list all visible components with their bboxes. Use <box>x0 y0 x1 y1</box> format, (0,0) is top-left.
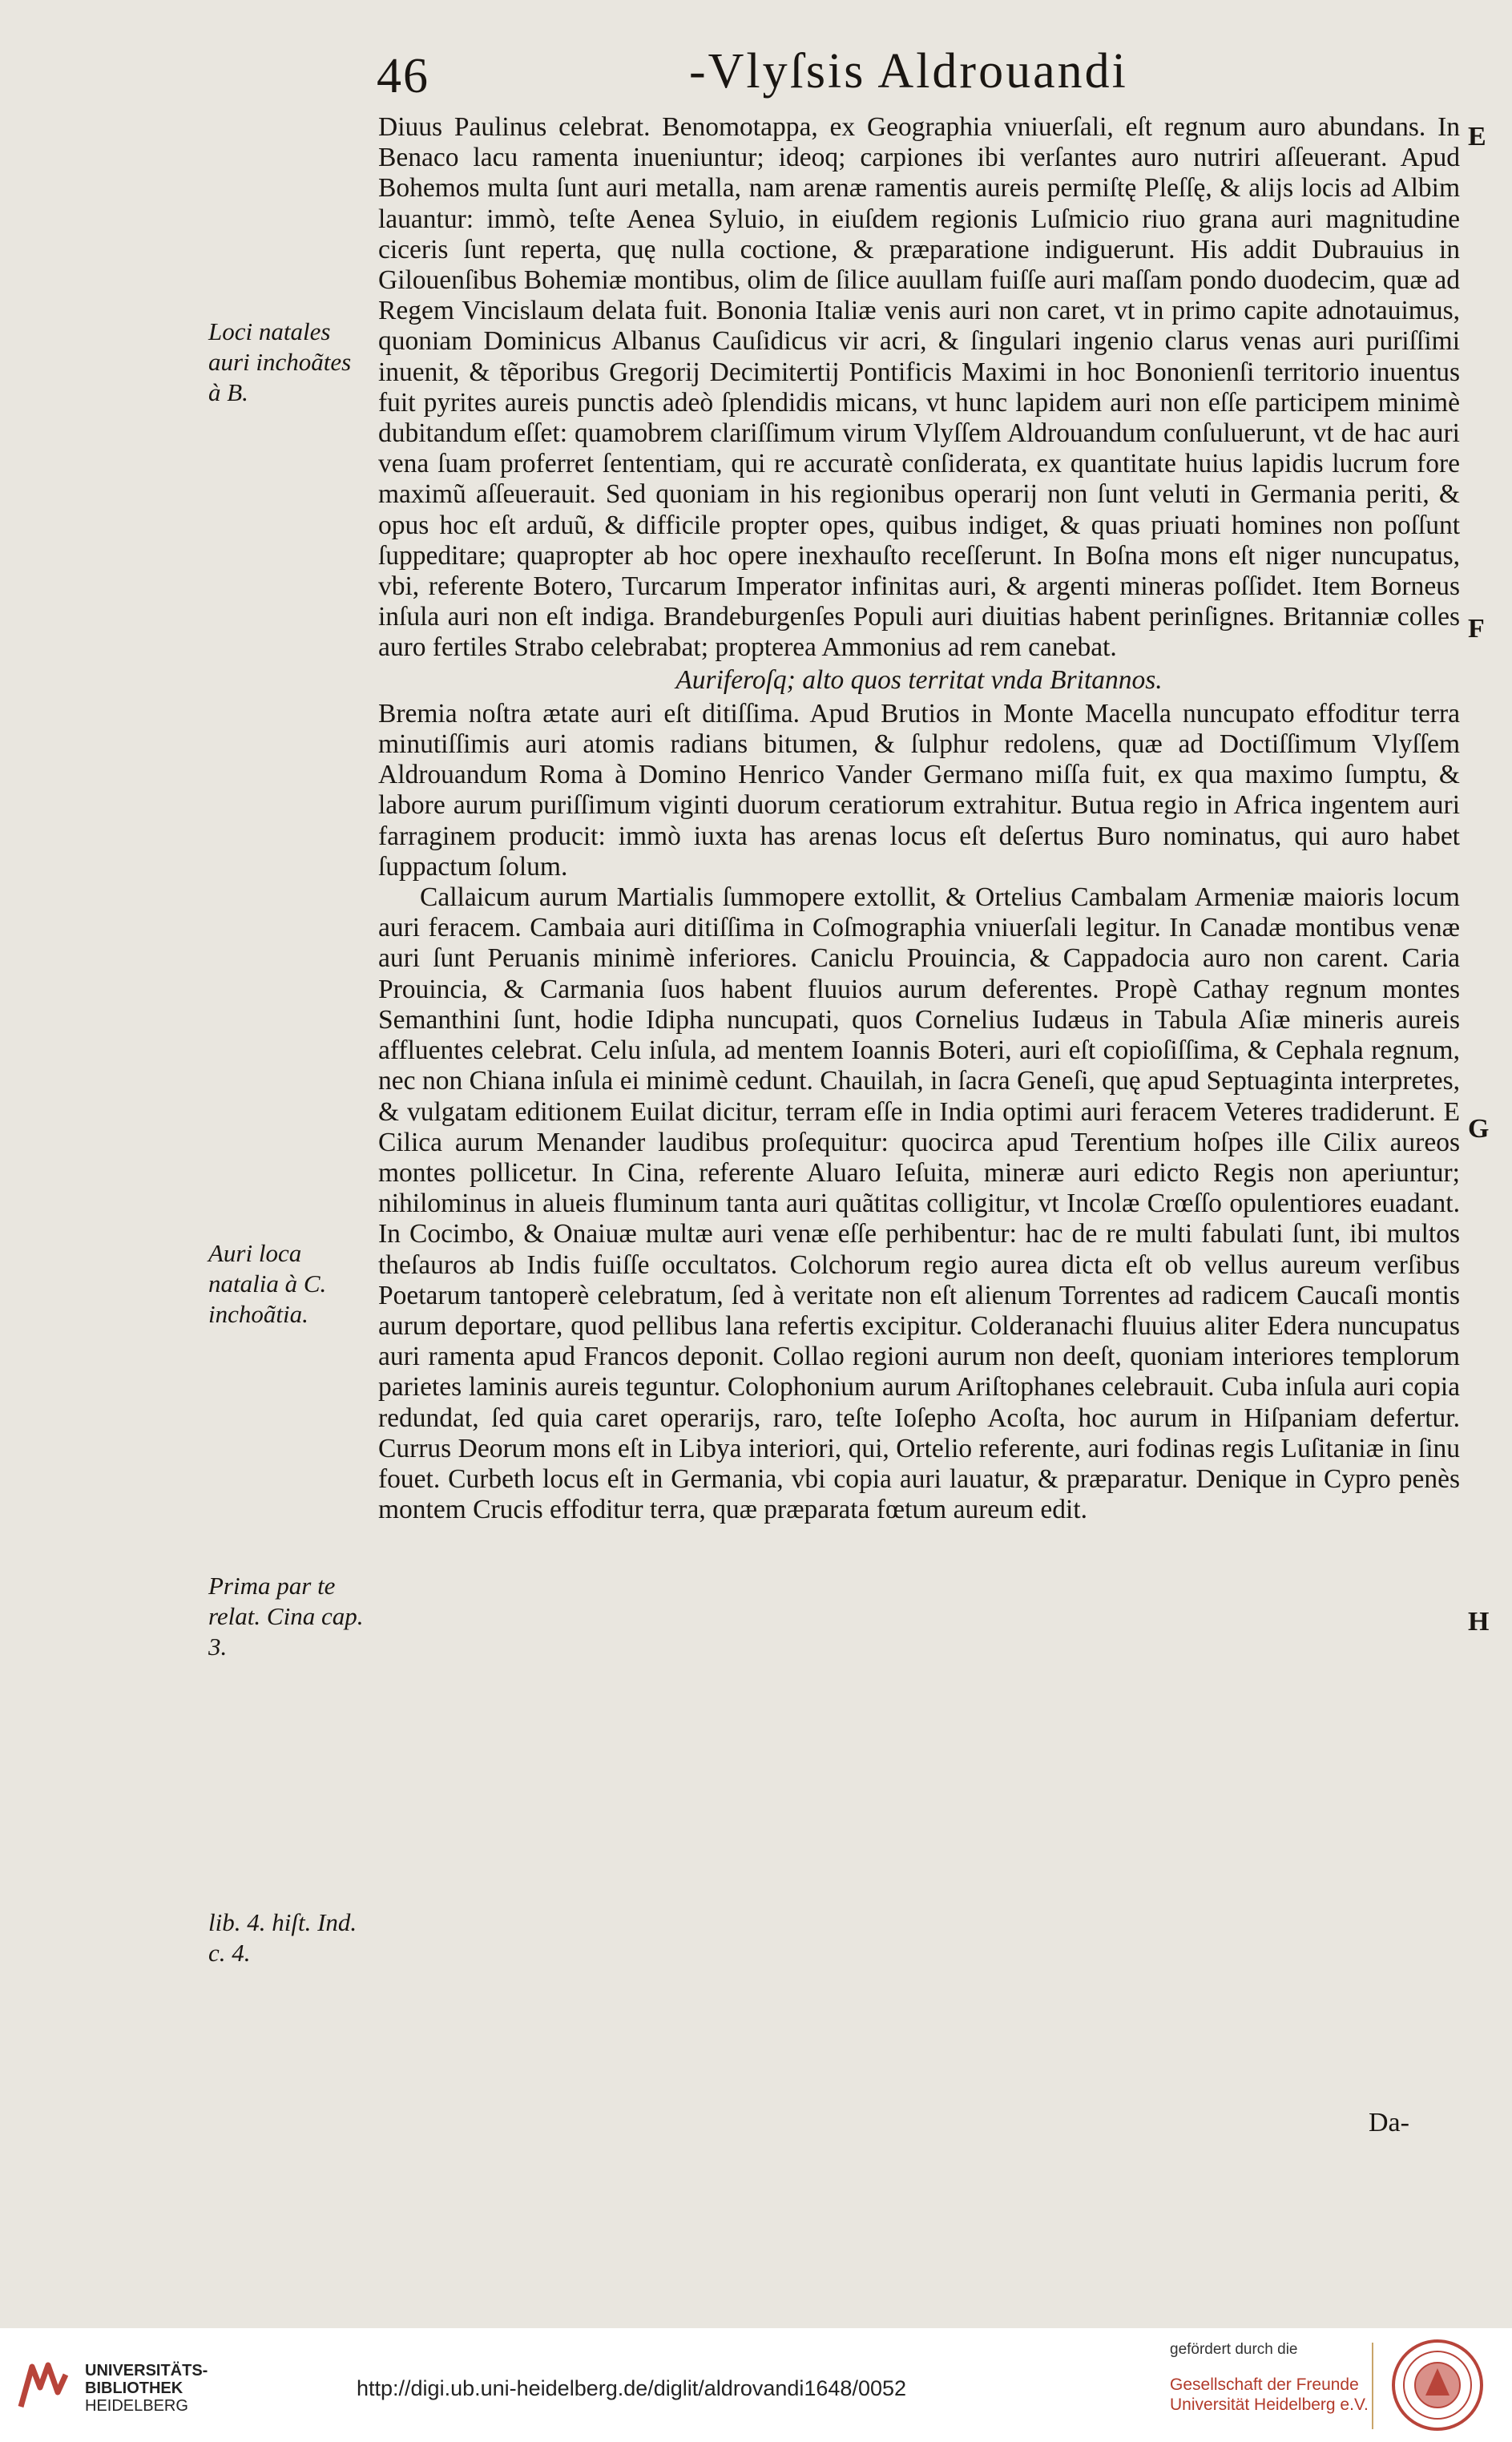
margin-note-2: Auri loca natalia à C. inchoãtia. <box>208 1239 327 1328</box>
running-title: -Vlyſsis Aldrouandi <box>689 44 1128 99</box>
page-header <box>353 32 1512 112</box>
signature-letter-h: H <box>1468 1607 1490 1637</box>
page-number: 46 <box>377 49 429 103</box>
footer-bar <box>0 2328 1512 2442</box>
library-logo-icon <box>16 2359 71 2415</box>
verse-quote: Auriferoſq; alto quos territat vnda Britannos. <box>675 664 1163 695</box>
signature-letter-g: G <box>1468 1114 1490 1144</box>
signature-letter-e: E <box>1468 122 1486 151</box>
paragraph-2: Bremia noſtra ætate auri eſt ditiſſima. Apud Brutios in Monte Macella nuncupato effoditur terra minutiſſimis auri atomis radians bitumen, & ſulphur redolens, quæ ad Doctiſſimum Vlyſſem Aldrouandum Roma à Domino Henrico Vander Germano miſſa fuit, ex qua maximo ſumptu, & labore aurum puriſſimum viginti duorum ceratiorum extrahitur. Butua regio in Africa ingentem auri farraginem producit: immò iuxta has arenas locus eſt deſertus Buro nominatus, qui auro habet ſuppactum ſolum. <box>378 698 1460 882</box>
main-text <box>378 112 1460 1525</box>
footer-divider <box>1372 2343 1373 2429</box>
margin-note-3: Prima par te relat. Cina cap. 3. <box>208 1572 364 1661</box>
paragraph-3: Callaicum aurum Martialis ſummopere extollit, & Ortelius Cambalam Armeniæ maioris locum auri feracem. Cambaia auri ditiſſima in Coſmographia vniuerſali legitur. In Canadæ montibus venæ auri ſunt Peruanis minimè inferiores. Caniclu Prouincia, & Cappadocia auro non carent. Caria Prouincia, & Carmania ſuos habent fluuios aurum deferentes. Propè Cathay regnum montes Semanthini ſunt, hodie Idipha nuncupati, quos Cornelius Iudæus in Tabula Aſiæ mineris aureis affluentes celebrat. Celu inſula, ad mentem Ioannis Boteri, auri eſt copioſiſſima, & Cephala regnum, nec non Chiana inſula ei minimè cedunt. Chauilah, in ſacra Geneſi, quę apud Septuaginta interpretes, & vulgatam editionem Euilat dicitur, terram eſſe in India optimi auri feracem Veteres tradiderunt. E Cilica aurum Menander laudibus proſequitur: quocirca apud Terentium hoſpes ille Cilix aureos montes pollicetur. In Cina, referente Aluaro Ieſuita, mineræ auri edicto Regis non aperiuntur; nihilominus in alueis fluminum tanta auri quãtitas colligitur, vt Incolæ Crœſſo opulentiores euadant. In Cocimbo, & Onaiuæ multæ auri venæ eſſe perhibentur: hac de re multi fabulati ſunt, ibi multos theſauros ab Indis fuiſſe occultatos. Colchorum regio aurea dicta eſt ob vellus aureum verſibus Poetarum tantoperè celebratum, ſed à veritate non eſt alienum Torrentes ad radicem Caucaſi montis aurum deportare, quod pellibus lana refertis excipitur. Colderanachi fluuius aliter Edera nuncupatus auri ramenta apud Francos deponit. Collao regioni aurum non deeſt, quoniam interiores templorum parietes laminis aureis teguntur. Colophonium aurum Ariſtophanes celebrauit. Cuba inſula auri copia redundat, ſed quia caret operarijs, raro, teſte Ioſepho Acoſta, hoc aurum in Hiſpaniam defertur. Currus Deorum mons eſt in Libya interiori, qui, Ortelio referente, auri fodinas regis Luſitaniæ in ſinu fouet. Curbeth locus eſt in Germania, vbi copia auri lauatur, & præparatur. Denique in Cypro penès montem Crucis effoditur terra, quæ præparata fœtum aureum edit. <box>378 882 1460 1525</box>
margin-note-4: lib. 4. hiſt. Ind. c. 4. <box>208 1908 357 1967</box>
sponsor-name: Gesellschaft der Freunde Universität Heidelberg e.V. <box>1170 2375 1369 2414</box>
sponsor-label: gefördert durch die <box>1170 2341 1298 2358</box>
paragraph-1: Diuus Paulinus celebrat. Benomotappa, ex Geographia vniuerſali, eſt regnum auro abundans. In Benaco lacu ramenta inueniuntur; ideoq; carpiones ibi verſantes auro nutriri aſſeuerant. Apud Bohemos multa ſunt auri metalla, nam arenæ ramentis aureis permiſtę Pleſſę, & alijs locis ad Albim lauantur: immò, teſte Aenea Syluio, in eiuſdem regionis Luſmicio riuo grana auri magnitudine ciceris ſunt reperta, quę nulla coctione, & præparatione indiguerunt. His addit Dubrauius in Gilouenſibus Bohemiæ montibus, olim de ſilice auullam fuiſſe auri maſſam pondo duodecim, quæ ad Regem Vincislaum delata fuit. Bononia Italiæ venis auri non caret, vt in primo capite adnotauimus, quoniam Dominicus Albanus Cauſidicus vir acri, & ſingulari ingenio clarus venas auri puriſſimi inuenit, & tẽporibus Gregorij Decimitertij Pontificis Maximi in hoc Bononienſi territorio inuentus fuit pyrites aureis punctis adeò ſplendidis micans, vt hunc lapidem auri non eſſe participem minimè dubitandum eſſet: quamobrem clariſſimum virum Vlyſſem Aldrouandum conſuluerunt, vt de hac auri vena ſuam proferret ſententiam, qui re accuratè conſiderata, ex quantitate huius lapidis lucrum fore maximũ aſſeuerauit. Sed quoniam in his regionibus operarij non ſunt veluti in Germania periti, & opus hoc eſt arduũ, & difficile propter opes, quibus indiget, & quas priuati homines non poſſunt ſuppeditare; quapropter ab hoc opere inexhauſto receſſerunt. In Boſna mons eſt niger nuncupatus, vbi, referente Botero, Turcarum Imperator infinitas auri, & argenti mineras poſſidet. Item Borneus inſula auri non eſt indiga. Brandeburgenſes Populi auri diuitias habent perinſignes. Britanniæ colles auro fertiles Strabo celebrabat; propterea Ammonius ad rem canebat. <box>378 112 1460 663</box>
library-name: UNIVERSITÄTS- BIBLIOTHEK HEIDELBERG <box>85 2362 208 2415</box>
catchword: Da- <box>1369 2108 1409 2137</box>
signature-letter-f: F <box>1468 614 1485 644</box>
university-seal-icon <box>1390 2338 1485 2432</box>
permalink-url[interactable]: http://digi.ub.uni-heidelberg.de/diglit/aldrovandi1648/0052 <box>357 2376 907 2400</box>
margin-note-1: Loci natales auri inchoãtes à B. <box>208 317 352 406</box>
